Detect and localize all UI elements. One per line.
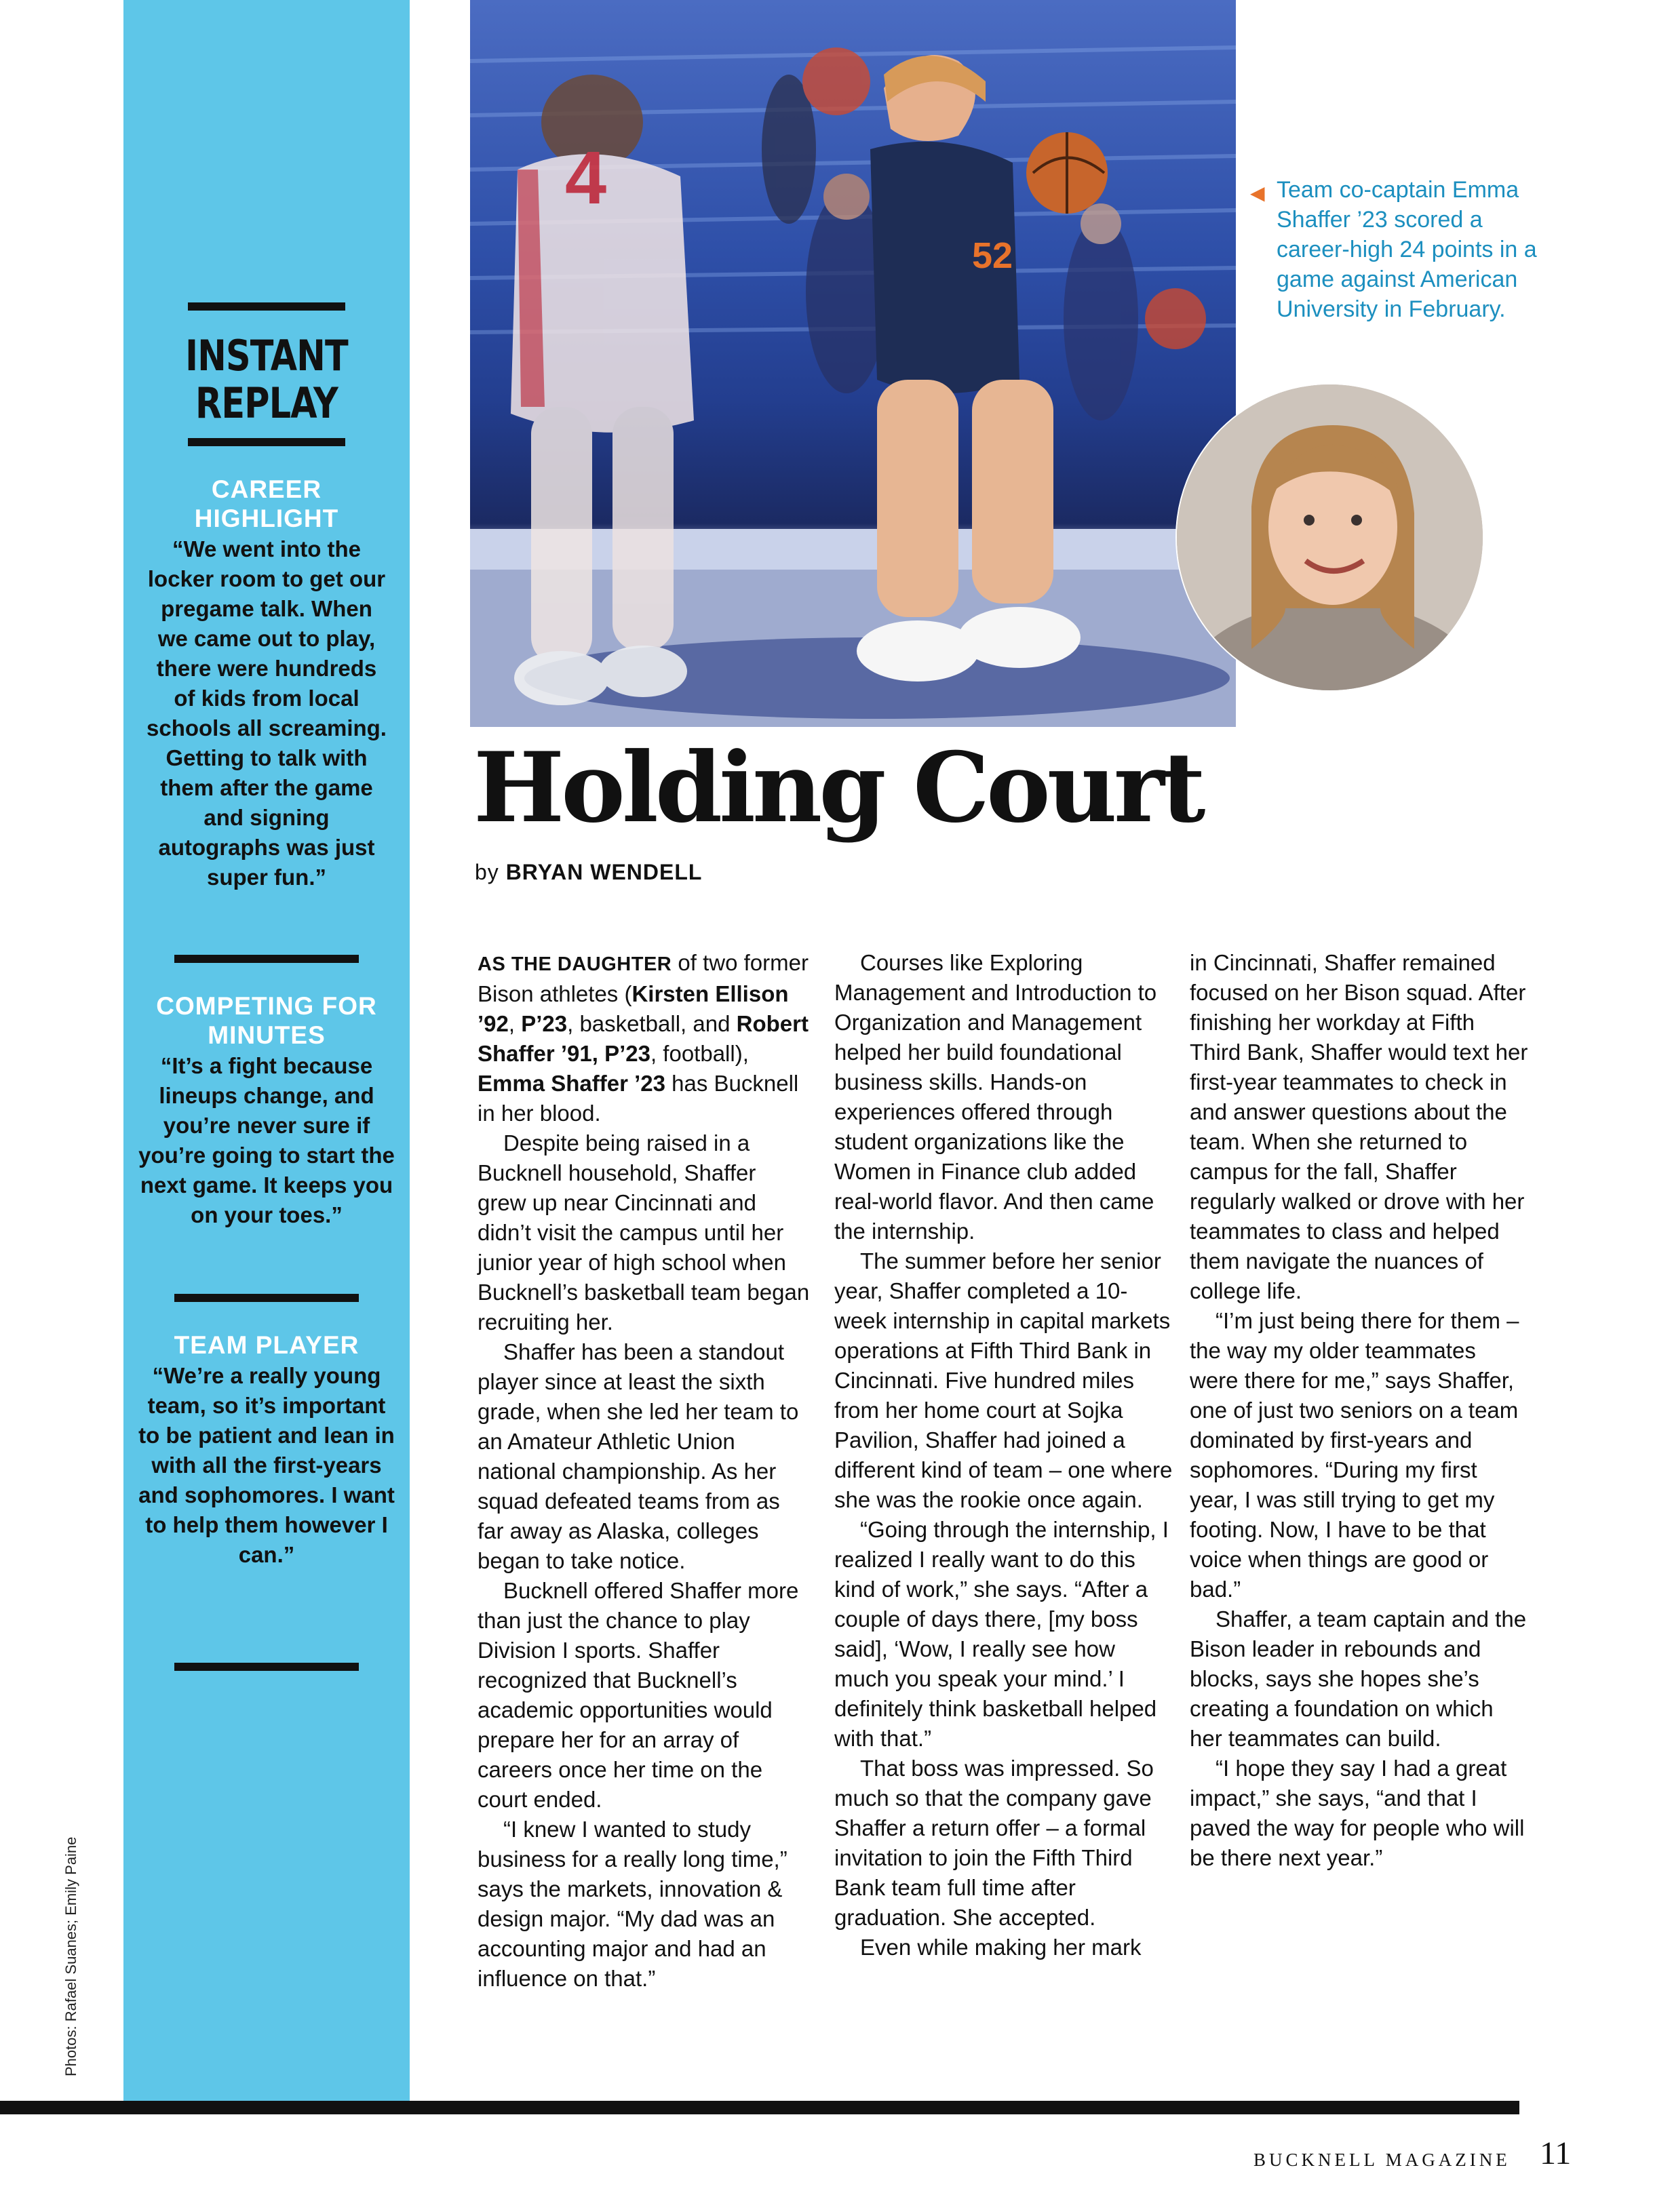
col3-paragraph-4: “I hope they say I had a great impact,” she says, “and that I paved the way for people who will be there next year.”: [1190, 1756, 1525, 1870]
sidebar-title-line1: INSTANT: [185, 331, 348, 380]
team-player-heading: TEAM PLAYER: [174, 1331, 359, 1359]
sidebar-title-line2: REPLAY: [195, 378, 338, 428]
col1-paragraph-3: Shaffer has been a standout player since at least the sixth grade, when she led her team to an Amateur Athletic Union national championship. As her squad defeated teams from as far away as Alaska, colleges began to take notice.: [478, 1339, 799, 1573]
team-player-quote: “We’re a really young team, so it’s important to be patient and lean in with all the first-years and sophomores. I want to help them however I can.”: [138, 1363, 395, 1567]
sidebar-rule-2: [188, 438, 345, 446]
sidebar-rule-3: [174, 955, 359, 963]
col3-paragraph-2: “I’m just being there for them – the way my older teammates were there for me,” says Shaffer, one of just two seniors on a team dominated by first-years and sophomores. “During my first year, I was still trying to get my footing. Now, I have to be that voice when things are good or bad.”: [1190, 1308, 1519, 1602]
col1-paragraph-2: Despite being raised in a Bucknell household, Shaffer grew up near Cincinnati and didn’t visit the campus until her junior year of high school when Bucknell’s basketball team began recruiting her.: [478, 1130, 810, 1335]
instant-replay-sidebar: [123, 0, 410, 2102]
magazine-name: BUCKNELL MAGAZINE: [1253, 2150, 1511, 2170]
col1-p1-text-c: ,: [508, 1011, 522, 1036]
sidebar-title: [149, 332, 384, 427]
sidebar-rule-4: [174, 1294, 359, 1302]
caption-arrow-icon: ◀: [1250, 182, 1265, 203]
name-emma: Emma Shaffer ’23: [478, 1071, 665, 1096]
lead-caps: AS THE DAUGHTER: [478, 953, 672, 975]
competing-heading: COMPETING FOR MINUTES: [156, 992, 377, 1049]
photo-illustration: [470, 0, 1236, 727]
competing-section: [137, 991, 396, 1230]
photo-credit: Photos: Rafael Suanes; Emily Paine: [62, 1836, 79, 2076]
portrait-illustration: [1177, 384, 1484, 692]
name-kirsten: Kirsten Ellison ’92: [478, 981, 789, 1036]
article-column-2: [834, 948, 1173, 1962]
col2-paragraph-3: “Going through the internship, I realized I really want to do this kind of work,” she says. “After a couple of days there, [my boss said], ‘Wow, I really see how much you speak your mind.’ I definitely think basketball helped with that.”: [834, 1517, 1169, 1751]
career-highlight-quote: “We went into the locker room to get our pregame talk. When we came out to play, there were hundreds of kids from local schools all screaming. Getting to talk with them after the game and signing autographs was just super fun.”: [147, 536, 387, 890]
photo-caption: Team co-captain Emma Shaffer ’23 scored a career-high 24 points in a game against American University in February.: [1277, 177, 1537, 322]
col1-paragraph-4: Bucknell offered Shaffer more than just the chance to play Division I sports. Shaffer recognized that Bucknell’s academic opportunities would prepare her for an array of careers once her time on the court ended.: [478, 1578, 799, 1812]
col1-p1-text-e: , football),: [650, 1041, 749, 1066]
col1-p1-text-d: , basketball, and: [567, 1011, 737, 1036]
col1-paragraph-5: “I knew I wanted to study business for a really long time,” says the markets, innovation & design major. “My dad was an accounting major and had an influence on that.”: [478, 1817, 787, 1991]
col1-paragraph-1: [478, 948, 810, 1128]
basketball-action-photo: [470, 0, 1236, 727]
col1-p1-text-f: has Bucknell in her blood.: [478, 1071, 799, 1126]
col2-paragraph-5: Even while making her mark: [860, 1935, 1142, 1960]
career-highlight-heading: CAREER HIGHLIGHT: [194, 475, 339, 532]
sidebar-rule-5: [174, 1663, 359, 1671]
col3-paragraph-1: in Cincinnati, Shaffer remained focused on her Bison squad. After finishing her workday at Fifth Third Bank, Shaffer would text her first-year teammates to check in and answer questions about the team. When she returned to campus for the fall, Shaffer regularly walked or drove with her teammates to class and helped them navigate the nuances of college life.: [1190, 950, 1528, 1303]
col2-paragraph-4: That boss was impressed. So much so that the company gave Shaffer a return offer – a formal invitation to join the Fifth Third Bank team full time after graduation. She accepted.: [834, 1756, 1154, 1930]
name-robert: Robert Shaffer ’91, P’23: [478, 1011, 809, 1066]
competing-quote: “It’s a fight because lineups change, and you’re never sure if you’re going to start the next game. It keeps you on your toes.”: [138, 1053, 395, 1227]
byline-prefix: by: [475, 860, 499, 884]
footer-rule: [0, 2101, 1519, 2114]
byline-author: BRYAN WENDELL: [505, 860, 703, 884]
col2-paragraph-1: Courses like Exploring Management and Introduction to Organization and Management helped her build foundational business skills. Hands-on experiences offered through student organizations like the Women in Finance club added real-world flavor. And then came the internship.: [834, 950, 1157, 1244]
main-jersey-number: 52: [972, 235, 1013, 276]
career-highlight-section: [144, 475, 389, 892]
page-number: 11: [1540, 2135, 1572, 2171]
team-player-section: [137, 1330, 396, 1570]
col1-p1-text-a: of two former Bison athletes (: [478, 950, 809, 1006]
near-jersey-number: 4: [565, 136, 607, 220]
byline: [475, 860, 702, 885]
col3-paragraph-3: Shaffer, a team captain and the Bison leader in rebounds and blocks, says she hopes she’s creating a foundation on which her teammates can build.: [1190, 1606, 1527, 1751]
col2-paragraph-2: The summer before her senior year, Shaffer completed a 10-week internship in capital markets operations at Fifth Third Bank in Cincinnati. Five hundred miles from her home court at Sojka Pavilion, Shaffer had joined a different kind of team – one where she was the rookie once again.: [834, 1248, 1173, 1512]
article-headline: Holding Court: [473, 732, 1203, 844]
portrait-photo: [1175, 383, 1484, 692]
sidebar-rule-top: [188, 302, 345, 311]
name-p23: P’23: [521, 1011, 568, 1036]
article-column-1: [478, 948, 810, 1994]
article-column-3: [1190, 948, 1529, 1873]
